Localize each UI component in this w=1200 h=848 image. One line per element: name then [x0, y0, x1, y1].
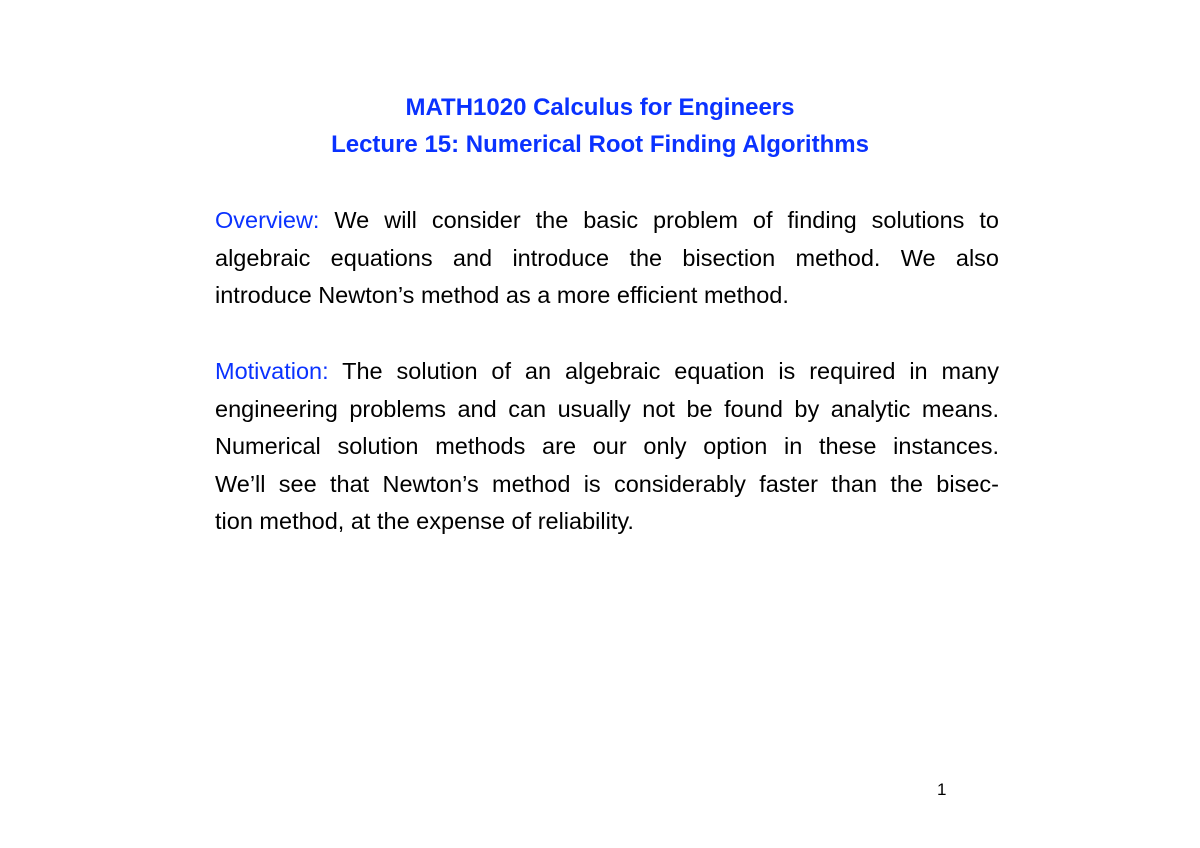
- overview-paragraph: [215, 202, 999, 315]
- motivation-line: tion method, at the expense of reliability.: [215, 508, 634, 534]
- lecture-title: Lecture 15: Numerical Root Finding Algorithms: [331, 131, 869, 158]
- overview-label: Overview:: [215, 207, 320, 233]
- motivation-line: engineering problems and can usually not be found by analytic means.: [215, 395, 999, 422]
- motivation-line: Numerical solution methods are our only option in these instances.: [215, 433, 999, 459]
- motivation-paragraph: [215, 353, 999, 541]
- motivation-line: Motivation: The solution of an algebraic equation is required in many: [215, 358, 999, 384]
- lecture-course-title: MATH1020 Calculus for Engineers: [405, 94, 795, 121]
- motivation-line: We’ll see that Newton’s method is considerably faster than the bisec-: [215, 470, 999, 497]
- overview-line: algebraic equations and introduce the bisection method. We also: [215, 244, 999, 271]
- motivation-label: Motivation:: [215, 358, 329, 384]
- overview-line: Overview: We will consider the basic problem of finding solutions to: [215, 207, 999, 233]
- page-number: 1: [937, 780, 947, 799]
- overview-line: introduce Newton’s method as a more efficient method.: [215, 282, 789, 308]
